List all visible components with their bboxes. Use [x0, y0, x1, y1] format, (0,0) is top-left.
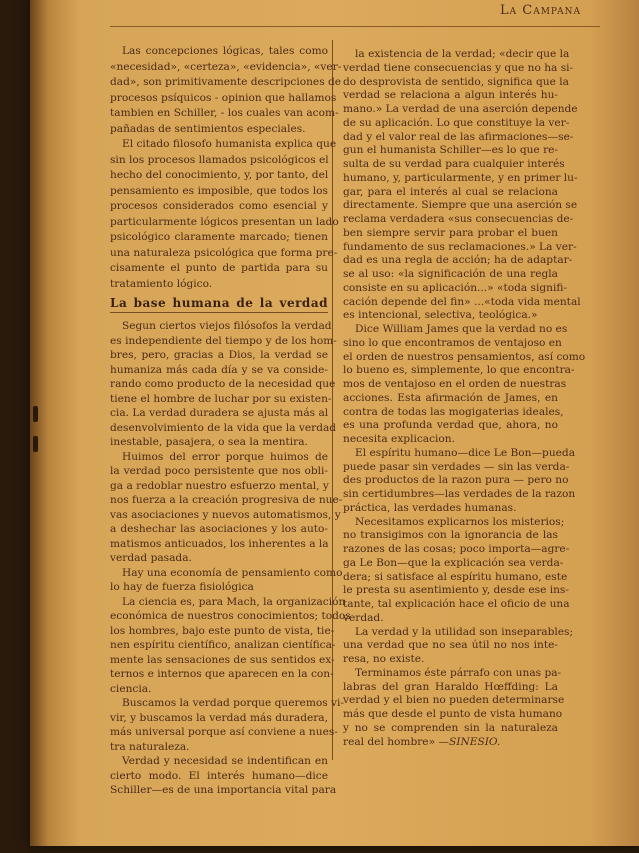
- text-line: matismos anticuados, los inherentes a la: [110, 537, 329, 550]
- text-fragment: real del hombre» —: [343, 735, 450, 748]
- text-line: puede pasar sin verdades — sin las verda-: [343, 460, 570, 473]
- text-line: Huimos del error porque huimos de: [122, 450, 328, 463]
- paragraph: [110, 319, 337, 450]
- text-line: verdad.: [343, 611, 384, 624]
- text-line: Dice William James que la verdad no es: [355, 323, 568, 335]
- right-column: [343, 48, 586, 749]
- binding-hole: [33, 436, 38, 452]
- paragraph: [110, 566, 343, 595]
- left-column: [110, 44, 351, 798]
- text-line: bres, pero, gracias a Dios, la verdad se: [110, 349, 328, 361]
- text-line: económica de nuestros conocimientos; todos: [110, 610, 351, 622]
- text-line: Necesitamos explicarnos los misterios;: [355, 515, 565, 528]
- right-text: [343, 48, 586, 749]
- text-line: tratamiento lógico.: [110, 277, 213, 290]
- text-line: cia. La verdad duradera se ajusta más al: [110, 407, 329, 419]
- text-line: ternos e internos que aparecen en la con-: [110, 668, 334, 680]
- text-line: necesita explicacion.: [343, 433, 455, 445]
- text-line: el orden de nuestros pensamientos, así como: [343, 350, 586, 363]
- text-line: dad es una regla de acción; ha de adaptar-: [343, 254, 573, 267]
- text-line: y no se comprenden sin la naturaleza: [343, 721, 558, 734]
- text-line: Hay una economía de pensamiento como: [122, 566, 343, 579]
- paragraph: [110, 754, 337, 798]
- left-bottom-text: [110, 319, 351, 798]
- paragraph: [343, 515, 570, 626]
- text-line: humaniza más cada día y se va conside-: [110, 363, 328, 376]
- text-line: la verdad poco persistente que nos obli-: [110, 465, 328, 477]
- text-line: una naturaleza psicológica que forma pre-: [110, 246, 338, 259]
- text-line: psicológico claramente marcado; tienen: [110, 231, 328, 243]
- text-line: práctica, las verdades humanas.: [343, 501, 517, 514]
- text-line: dad», son primitivamente descripciones de: [110, 76, 342, 88]
- binding-hole: [33, 406, 38, 422]
- text-line: Buscamos la verdad porque queremos vi-: [122, 697, 345, 709]
- text-line: Verdad y necesidad se indentifican en: [122, 755, 328, 767]
- author-signature: SINESIO.: [449, 735, 501, 748]
- paragraph: [343, 666, 565, 750]
- text-line: resa, no existe.: [343, 653, 425, 665]
- text-line: Schiller—es de una importancia vital para: [110, 784, 337, 796]
- text-line: se al uso: «la significación de una regla: [343, 268, 558, 280]
- text-line: vir, y buscamos la verdad más duradera,: [110, 711, 328, 724]
- text-line: contra de todas las mogigaterias ideales,: [343, 405, 564, 418]
- paragraph: [343, 625, 574, 667]
- text-line: [343, 736, 558, 750]
- text-line: desenvolvimiento de la vida que la verdad: [110, 421, 337, 434]
- text-line: inestable, pasajera, o sea la mentira.: [110, 436, 308, 448]
- text-line: cisamente el punto de partida para su: [110, 262, 328, 274]
- text-line: a deshechar las asociaciones y los auto-: [110, 523, 328, 535]
- text-line: dera; si satisface al espíritu humano, este: [343, 570, 568, 583]
- text-line: es independiente del tiempo y de los hom-: [110, 334, 337, 347]
- text-line: labras del gran Haraldo Hœffding: La: [343, 680, 558, 693]
- paragraph: [110, 137, 339, 292]
- text-line: no transigimos con la ignorancia de las: [343, 529, 558, 542]
- text-line: cación depende del fin» ...«toda vida mental: [343, 295, 581, 308]
- text-line: acciones. Esta afirmación de James, en: [343, 391, 558, 404]
- text-line: do desprovista de sentido, significa que la: [343, 75, 569, 88]
- text-line: «necesidad», «certeza», «evidencia», «ver-: [110, 60, 342, 73]
- text-line: sulta de su verdad para cualquier interés: [343, 158, 565, 170]
- text-line: mente las sensaciones de sus sentidos ex-: [110, 653, 335, 666]
- text-line: ga a redoblar nuestro esfuerzo mental, y: [110, 479, 329, 492]
- text-line: gar, para el interés al cual se relaciona: [343, 185, 558, 198]
- section-heading: La base humana de la verdad: [110, 296, 328, 313]
- text-line: cierto modo. El interés humano—dice: [110, 769, 328, 782]
- text-line: Terminamos éste párrafo con unas pa-: [355, 666, 562, 679]
- text-line: directamente. Siempre que una aserción se: [343, 199, 578, 212]
- text-line: Las concepciones lógicas, tales como: [122, 45, 328, 57]
- text-line: consiste en su aplicación...» «toda signifi-: [343, 281, 568, 294]
- text-line: tiene el hombre de luchar por su existen-: [110, 392, 332, 405]
- header-rule: [110, 26, 600, 27]
- text-line: fundamento de sus reclamaciones.» La ver-: [343, 240, 577, 253]
- text-line: reclama verdadera «sus consecuencias de-: [343, 213, 574, 225]
- text-line: es una profunda verdad que, ahora, no: [343, 419, 558, 432]
- text-line: tra naturaleza.: [110, 740, 190, 753]
- text-line: verdad se relaciona a algun interés hu-: [343, 89, 558, 102]
- paragraph: [343, 48, 581, 323]
- text-line: La verdad y la utilidad son inseparables;: [355, 625, 574, 638]
- text-line: procesos psíquicos - opinion que hallamos: [110, 91, 337, 104]
- text-line: razones de las cosas; poco importa—agre-: [343, 543, 570, 555]
- text-line: particularmente lógicos presentan un lado: [110, 215, 339, 228]
- text-line: la existencia de la verdad; «decir que la: [355, 48, 570, 60]
- text-line: ciencia.: [110, 682, 152, 695]
- text-line: tante, tal explicación hace el oficio de una: [343, 598, 570, 610]
- text-line: pañadas de sentimientos especiales.: [110, 122, 306, 135]
- paragraph: [110, 44, 342, 137]
- text-line: verdad pasada.: [110, 552, 192, 564]
- text-line: es intencional, selectiva, teológica.»: [343, 309, 538, 322]
- text-line: El espíritu humano—dice Le Bon—pueda: [355, 446, 576, 459]
- text-line: una verdad que no sea útil no nos inte-: [343, 639, 558, 652]
- text-line: mano.» La verdad de una aserción depende: [343, 103, 578, 115]
- text-line: humano, y, particularmente, y en primer lu-: [343, 171, 578, 184]
- text-line: de su aplicación. Lo que constituye la ver-: [343, 116, 570, 129]
- text-line: mos de ventajoso en el orden de nuestras: [343, 378, 567, 390]
- running-header: La Campana: [500, 3, 582, 18]
- text-line: más que desde el punto de vista humano: [343, 708, 563, 720]
- text-line: ben siempre servir para probar el buen: [343, 226, 558, 239]
- text-line: ga Le Bon—que la explicación sea verda-: [343, 556, 564, 569]
- text-line: hecho del conocimiento, y, por tanto, del: [110, 169, 329, 181]
- paragraph: [343, 446, 576, 516]
- text-line: rando como producto de la necesidad que: [110, 378, 336, 390]
- text-line: dad y el valor real de las afirmaciones—se-: [343, 130, 574, 143]
- text-line: verdad y el bien no pueden determinarse: [343, 694, 565, 707]
- text-line: tambien en Schiller, - los cuales van acom-: [110, 107, 339, 119]
- text-line: nos fuerza a la creación progresiva de nue-: [110, 494, 343, 506]
- text-line: gun el humanista Schiller—es lo que re-: [343, 144, 558, 157]
- text-line: El citado filosofo humanista explica que: [122, 138, 337, 150]
- text-line: verdad tiene consecuencias y que no ha si-: [343, 61, 574, 74]
- text-line: Segun ciertos viejos filósofos la verdad: [122, 320, 332, 332]
- paragraph: [110, 696, 345, 754]
- text-line: lo hay de fuerza fisiológica: [110, 581, 254, 593]
- text-line: des productos de la razon pura — pero no: [343, 474, 569, 487]
- text-line: nen espíritu científico, analizan científica-: [110, 639, 336, 651]
- left-top-text: [110, 44, 342, 292]
- text-line: procesos considerados como esencial y: [110, 200, 328, 212]
- text-line: lo bueno es, simplemente, lo que encontra-: [343, 364, 575, 377]
- text-line: los hombres, bajo este punto de vista, tie-: [110, 624, 335, 637]
- text-line: sin los procesos llamados psicológicos el: [110, 153, 329, 166]
- paragraph: [343, 323, 586, 447]
- text-line: sino lo que encontramos de ventajoso en: [343, 336, 562, 349]
- text-line: vas asociaciones y nuevos automatismos, y: [110, 508, 341, 521]
- text-line: pensamiento es imposible, que todos los: [110, 184, 328, 197]
- text-line: La ciencia es, para Mach, la organización: [122, 595, 346, 608]
- paragraph: [110, 595, 351, 697]
- text-line: sin certidumbres—las verdades de la razon: [343, 488, 576, 500]
- paragraph: [110, 450, 343, 566]
- document-page: [30, 0, 639, 846]
- text-line: más universal porque así conviene a nues-: [110, 726, 338, 738]
- text-line: le presta su asentimiento y, desde ese ins-: [343, 584, 569, 597]
